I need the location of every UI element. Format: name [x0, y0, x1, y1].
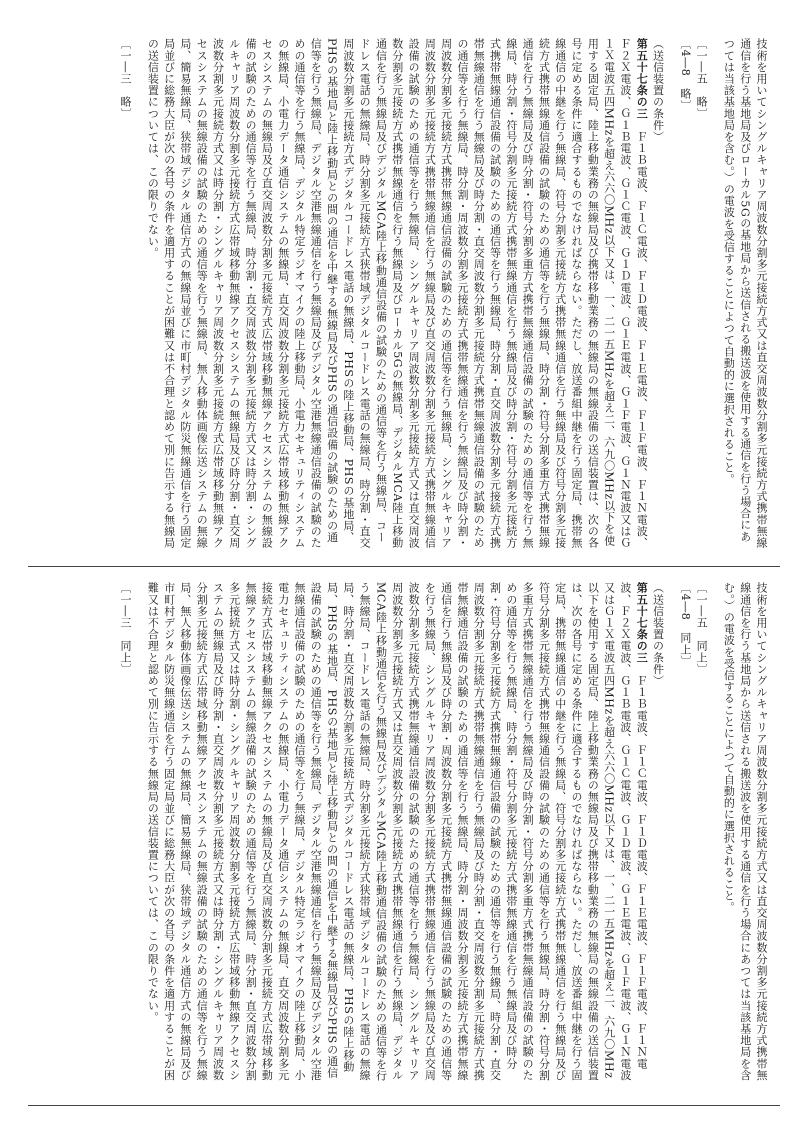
lead-paragraph: 技術を用いてシングルキャリア周波数分割多元接続方式又は直交周波数分割多元接続方式携帯無線通信を行う基地局及びローカル5Gの基地局から送信される搬送波を使用する通信を行う場合にあつては当該基地局を含む。）の電波を受信することによつて自動的に選択されること。: [722, 38, 768, 549]
article-emissions: Ｆ１Ｂ電波、Ｆ１Ｃ電波、Ｆ１Ｄ電波、Ｆ１Ｅ電波、Ｆ１Ｆ電波、Ｆ１Ｎ電波、Ｆ２Ｘ電波、Ｇ１Ｂ電波、Ｇ１Ｃ電波、Ｇ１Ｄ電波、Ｇ１Ｅ電波、Ｇ１Ｆ電波、Ｇ１Ｎ電波又はＧ１Ｘ電波五四MHzを超え六六〇MHz以下又は、一、二一五MHzを超え二、六九〇MHz以下を使用する固定局、陸上移動業務の無線局及び携帯移動業務の無線局の無線設備の送信装置は、次の各号に定める条件に適合するものでなければならない。: [570, 582, 649, 1081]
current-text-column: [28, 582, 780, 1087]
omitted-items-note: 〔一―五 略〕: [695, 38, 709, 120]
article-body: ただし、放送番組中継を行う固定局、携帯無線通信の中継を行う無線局、符号分割多元接続方式携帯無線通信を行う無線局及び符号分割多元接続方式携帯無線通信設備の試験のための通信等を行う無線局、時分割・符号分割多重方式携帯無線通信を行う無線局及び時分割・符号分割多重方式携帯無線通信設備の試験のための通信等を行う無線局、時分割・符号分割多元接続方式携帯無線通信を行う無線局及び時分割・符号分割多元接続方式携帯無線通信設備の試験のための通信等を行う無線局、時分割・直交周波数分割多元接続方式携帯無線通信を行う無線局及び時分割・直交周波数分割多元接続方式携帯無線通信設備の試験のための通信等を行う無線局、時分割・周波数分割多元接続方式携帯無線通信を行う無線局及び時分割・周波数分割多元接続方式携帯無線通信設備の試験のための通信等を行う無線局、シングルキャリア周波数分割多元接続方式携帯無線通信を行う無線局及び直交周波数分割多元接続方式携帯無線通信設備の試験のための通信等を行う無線局、シングルキャリア周波数分割多元接続方式又は直交周波数分割多元接続方式携帯無線通信を行う無線局、デジタルMCA陸上移動通信を行う無線局及びデジタルMCA陸上移動通信設備の試験のための通信等を行う無線局、コードレス電話の無線局、時分割多元接続方式狭帯域デジタルコードレス電話の無線局、時分割・直交周波数分割多元接続方式デジタルコードレス電話の無線局、PHSの陸上移動局、PHSの基地局、PHSの基地局と陸上移動局との間の通信を中継する無線局及びPHSの通信設備の試験のための通信等を行う無線局、デジタル空港無線通信を行う無線局及びデジタル空港無線通信設備の試験のための通信等を行う無線局、デジタル特定ラジオマイクの陸上移動局、小電力セキュリティシステムの無線局、小電力データ通信システムの無線局、直交周波数分割多元接続方式広帯域移動無線アクセスシステムの無線局及び直交周波数分割多元接続方式広帯域移動無線アクセスシステムの無線設備の試験のための通信等を行う無線局、時分割・直交周波数分割多元接続方式又は時分割・シングルキャリア周波数分割多元接続方式広帯域移動無線アクセスシステムの無線局及び時分割・直交周波数分割多元接続方式又は時分割・シングルキャリア周波数分割多元接続方式広帯域移動無線アクセスシステムの無線設備の試験のための通信等を行う無線局、無人移動体画像伝送システムの無線局、簡易無線局、狭帯域デジタル通信方式の無線局及び市町村デジタル防災無線通信を行う固定局並びに総務大臣が次の各号の条件を適用することが困難又は不合理と認めて別に告示する無線局の送信装置については、この限りでない。: [146, 582, 584, 1082]
omitted-section-heading: 〔4―8 略〕: [678, 38, 692, 112]
section-divider: [28, 566, 780, 567]
omitted-items-note-2: 〔一―三 略〕: [119, 38, 133, 120]
omitted-items-note-2: 〔一―三 同上〕: [119, 582, 133, 675]
lead-paragraph: 技術を用いてシングルキャリア周波数分割多元接続方式又は直交周波数分割多元接続方式携帯無線通信を行う基地局から送信される搬送波を使用する通信を行う場合にあつては当該基地局を含む。）の電波を受信することによつて自動的に選択されること。: [722, 582, 768, 1081]
bottom-divider: [28, 1105, 780, 1106]
condition-label: （送信装置の条件）: [651, 582, 665, 687]
article-number: 第五十七条の三: [635, 582, 649, 664]
condition-label: （送信装置の条件）: [651, 38, 665, 143]
omitted-section-heading: 〔4―8 同上〕: [678, 582, 692, 667]
article-paragraph: [144, 582, 649, 1087]
article-emissions: Ｆ１Ｂ電波、Ｆ１Ｃ電波、Ｆ１Ｄ電波、Ｆ１Ｅ電波、Ｆ１Ｆ電波、Ｆ１Ｎ電波、Ｆ２Ｘ電波、Ｇ１Ｂ電波、Ｇ１Ｃ電波、Ｇ１Ｄ電波、Ｇ１Ｅ電波、Ｇ１Ｆ電波、Ｇ１Ｎ電波又はＧ１Ｘ電波五四MHzを超え六六〇MHz以下又は、一、二一五MHzを超え二、六九〇MHz以下を使用する固定局、陸上移動業務の無線局及び携帯移動業務の無線局の無線設備の送信装置は、次の各号に定める条件に適合するものでなければならない。: [570, 38, 649, 549]
article-number: 第五十七条の三: [635, 38, 649, 120]
article-body: ただし、放送番組中継を行う固定局、携帯無線通信の中継を行う無線局、符号分割多元接続方式携帯無線通信を行う無線局及び符号分割多元接続方式携帯無線通信設備の試験のための通信等を行う無線局、時分割・符号分割多重方式携帯無線通信を行う無線局及び時分割・符号分割多重方式携帯無線通信設備の試験のための通信等を行う無線局、時分割・符号分割多元接続方式携帯無線通信を行う無線局及び時分割・符号分割多元接続方式携帯無線通信設備の試験のための通信等を行う無線局、時分割・直交周波数分割多元接続方式携帯無線通信を行う無線局及び時分割・直交周波数分割多元接続方式携帯無線通信設備の試験のための通信等を行う無線局、時分割・周波数分割多元接続方式携帯無線通信を行う無線局及び時分割・周波数分割多元接続方式携帯無線通信設備の試験のための通信等を行う無線局、シングルキャリア周波数分割多元接続方式携帯無線通信を行う無線局及び直交周波数分割多元接続方式携帯無線通信設備の試験のための通信等を行う無線局、シングルキャリア周波数分割多元接続方式又は直交周波数分割多元接続方式携帯無線通信を行う無線局及びローカル5Gの無線局、デジタルMCA陸上移動通信を行う無線局及びデジタルMCA陸上移動通信設備の試験のための通信等を行う無線局、コードレス電話の無線局、時分割多元接続方式狭帯域デジタルコードレス電話の無線局、時分割・直交周波数分割多元接続方式デジタルコードレス電話の無線局、PHSの陸上移動局、PHSの基地局、PHSの基地局と陸上移動局との間の通信を中継する無線局及びPHSの通信設備の試験のための通信等を行う無線局、デジタル空港無線通信を行う無線局及びデジタル空港無線通信設備の試験のための通信等を行う無線局、デジタル特定ラジオマイクの陸上移動局、小電力セキュリティシステムの無線局、小電力データ通信システムの無線局、直交周波数分割多元接続方式広帯域移動無線アクセスシステムの無線局及び直交周波数分割多元接続方式広帯域移動無線アクセスシステムの無線設備の試験のための通信等を行う無線局、時分割・直交周波数分割多元接続方式又は時分割・シングルキャリア周波数分割多元接続方式広帯域移動無線アクセスシステムの無線局及び時分割・直交周波数分割多元接続方式又は時分割・シングルキャリア周波数分割多元接続方式広帯域移動無線アクセスシステムの無線設備の試験のための通信等を行う無線局、無人移動体画像伝送システムの無線局、簡易無線局、狭帯域デジタル通信方式の無線局並びに市町村デジタル防災無線通信を行う固定局並びに総務大臣が次の各号の条件を適用することが困難又は不合理と認めて別に告示する無線局の送信装置については、この限りでない。: [146, 38, 584, 549]
omitted-items-note: 〔一―五 同上〕: [695, 582, 709, 675]
revised-text-column: [28, 38, 780, 553]
article-paragraph: [144, 38, 649, 553]
